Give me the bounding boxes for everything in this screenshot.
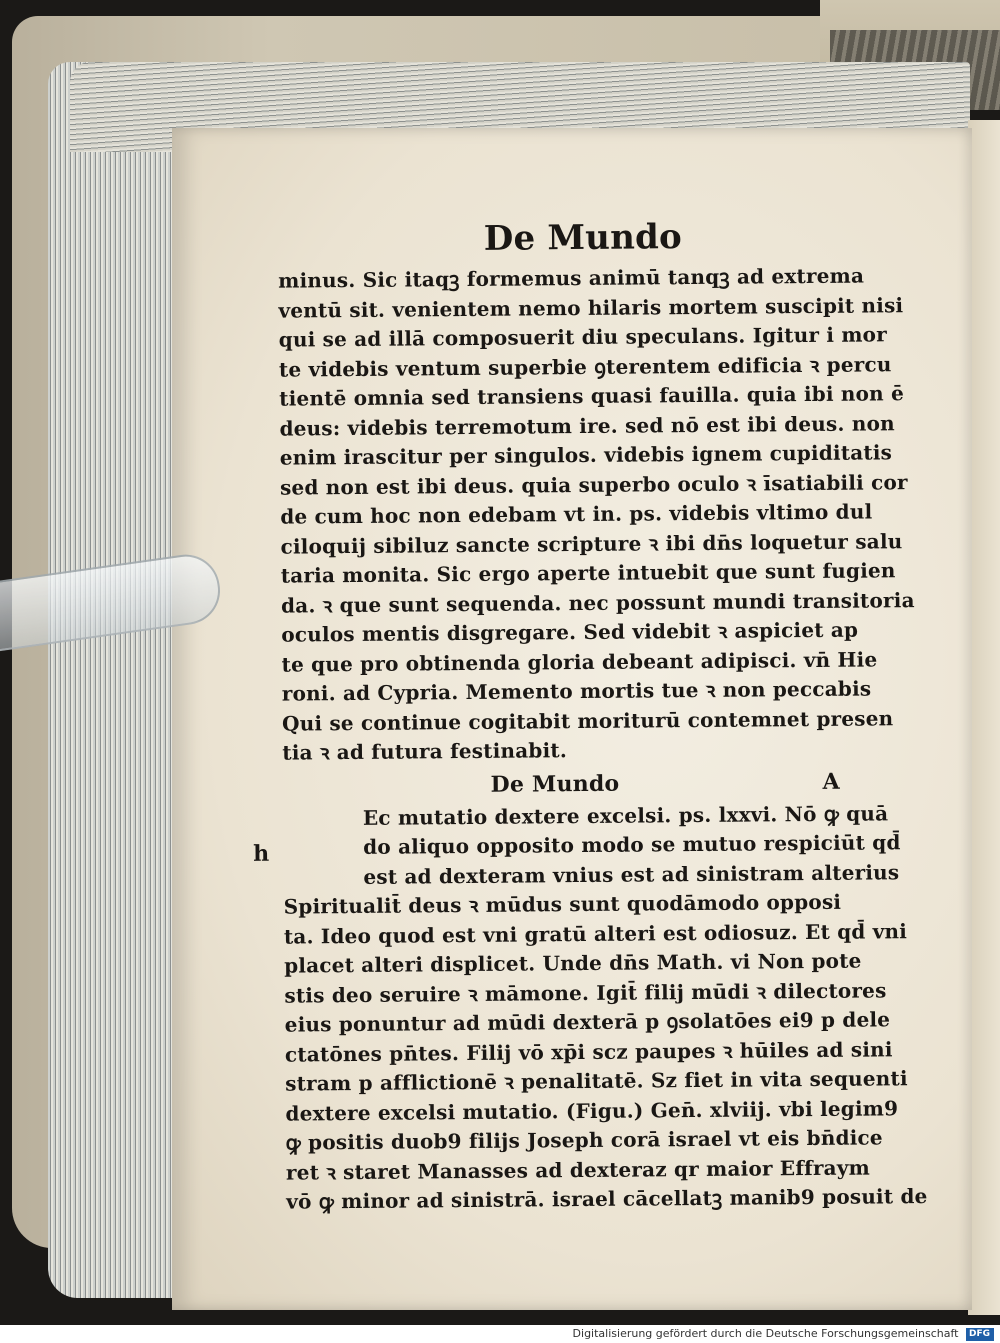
indented-text-line: Ec mutatio dextere excelsi. ps. lxxvi. Nō ꝙ quā — [362, 800, 889, 830]
text-line: dextere excelsi mutatio. (Figu.) Gen̄. xlviij. vbi legim9 — [285, 1095, 899, 1126]
text-line: ta. Ideo quod est vni gratū alteri est odiosuz. Et qd̄ vni — [283, 918, 908, 949]
text-line: qui se ad illā composuerit diu speculans. Igitur i mor — [278, 322, 888, 352]
running-heading: De Mundo — [483, 217, 683, 259]
text-line: tientē omnia sed transiens quasi fauilla. quia ibi non ē — [279, 381, 905, 411]
dfg-logo: DFG — [966, 1328, 994, 1341]
text-line: tia ꝛ ad futura festinabit. — [282, 738, 568, 765]
text-line: roni. ad Cypria. Memento mortis tue ꝛ non peccabis — [281, 676, 872, 706]
text-line: ciloquij sibiluz sancte scripture ꝛ ibi dn̄s loquetur salu — [280, 528, 903, 559]
text-line: taria monita. Sic ergo aperte intuebit que sunt fugien — [280, 558, 896, 588]
indented-text-line: est ad dexteram vnius est ad sinistram alterius — [363, 859, 900, 889]
text-line: eius ponuntur ad mūdi dexterā p ꝯsolatōes ei9 p dele — [284, 1007, 891, 1037]
text-line: oculos mentis disgregare. Sed videbit ꝛ aspiciet ap — [281, 617, 859, 647]
text-line: da. ꝛ que sunt sequenda. nec possunt mundi transitoria — [280, 587, 915, 618]
text-block-2-indented — [253, 799, 901, 893]
footer-credit: Digitalisierung gefördert durch die Deutsche Forschungsgemeinschaft — [572, 1327, 959, 1340]
margin-letter: h — [253, 840, 270, 867]
text-line: ret ꝛ staret Manasses ad dexteraz qr maior Effraym — [285, 1155, 871, 1185]
indented-lines — [283, 799, 901, 893]
section-heading-line — [282, 763, 882, 804]
text-line: ctatōnes pn̄tes. Filij vō xp̄i scz paupes ꝛ hūiles ad sini — [284, 1036, 893, 1067]
page-edges-left — [48, 62, 188, 1298]
section-title: De Mundo — [490, 770, 620, 798]
text-line: minus. Sic itaqꝫ formemus animū tanqꝫ ad extrema — [278, 263, 865, 293]
text-line: te videbis ventum superbie ꝯterentem edificia ꝛ percu — [278, 351, 892, 382]
text-block-1 — [278, 261, 915, 768]
text-line: Spiritualit̄ deus ꝛ mūdus sunt quodāmodo opposi — [283, 889, 842, 919]
text-line: Qui se continue cogitabit moriturū contemnet presen — [281, 705, 894, 736]
text-line: de cum hoc non edebam vt in. ps. videbis vltimo dul — [280, 499, 873, 529]
text-line: ꝙ positis duob9 filijs Joseph corā israel vt eis bn̄dice — [285, 1125, 883, 1155]
text-block-2 — [283, 887, 928, 1217]
facing-page-edge — [968, 120, 1000, 1315]
section-marker: A — [822, 768, 840, 795]
text-line: enim irascitur per singulos. videbis ignem cupiditatis — [279, 440, 893, 470]
text-line: deus: videbis terremotum ire. sed nō est ibi deus. non — [279, 410, 895, 441]
text-line: placet alteri displicet. Unde dn̄s Math. vi Non pote — [284, 948, 862, 978]
indented-text-line: do aliquo opposito modo se mutuo respiciūt qd̄ — [363, 830, 901, 859]
text-line: vō ꝙ minor ad sinistrā. israel cācellatꝫ manib9 posuit de — [286, 1184, 928, 1214]
page-text — [253, 209, 928, 1217]
text-line: te que pro obtinenda gloria debeant adipisci. vn̄ Hie — [281, 646, 878, 677]
text-line: stis deo seruire ꝛ māmone. Igit̄ filij mūdi ꝛ dilectores — [284, 977, 887, 1008]
text-line: sed non est ibi deus. quia superbo oculo ꝛ īsatiabili cor — [279, 469, 908, 500]
text-line: stram p afflictionē ꝛ penalitatē. Sz fiet in vita sequenti — [285, 1066, 908, 1096]
footer-bar — [0, 1325, 1000, 1343]
text-line: ventū sit. venientem nemo hilaris mortem suscipit nisi — [278, 292, 904, 323]
